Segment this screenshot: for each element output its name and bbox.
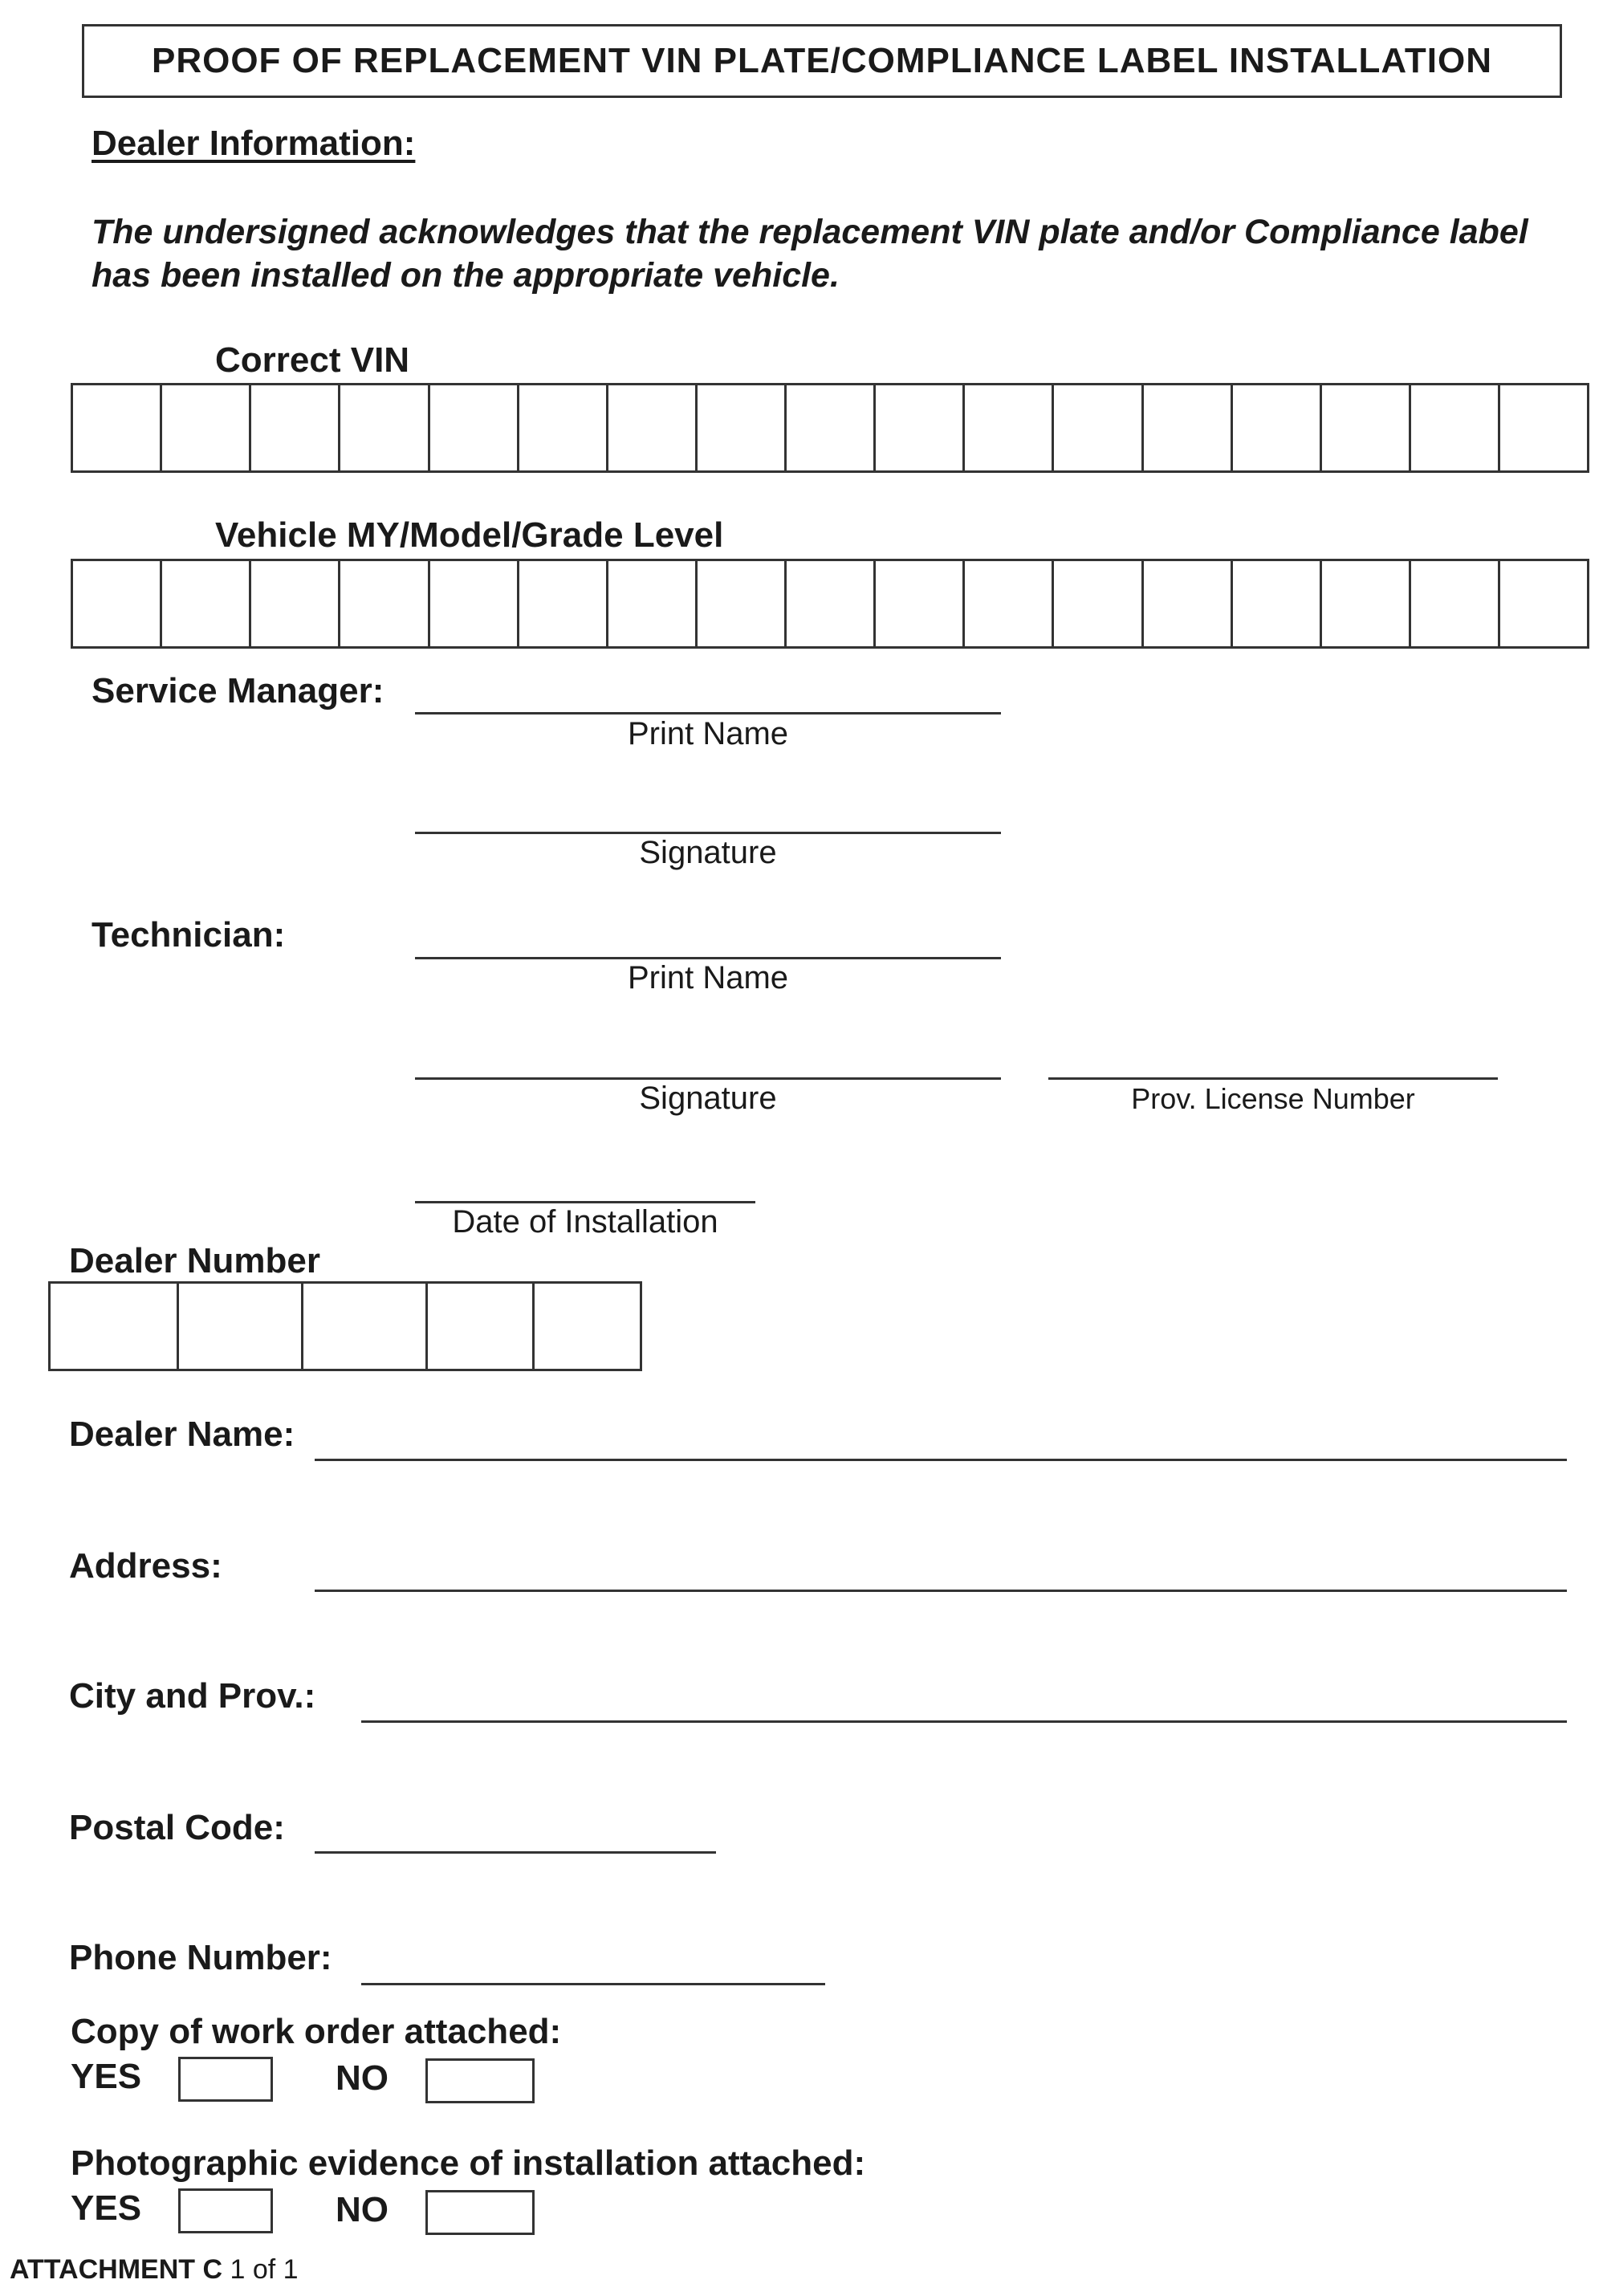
dealer-number-cell[interactable] [303,1284,428,1369]
technician-label: Technician: [92,915,286,955]
char-cell[interactable] [1054,385,1143,470]
correct-vin-label: Correct VIN [215,340,410,380]
service-manager-signature-line[interactable] [415,832,1001,834]
char-cell[interactable] [162,561,251,646]
dealer-number-cell[interactable] [51,1284,179,1369]
char-cell[interactable] [340,561,429,646]
phone-number-line[interactable] [361,1983,825,1985]
char-cell[interactable] [73,561,162,646]
technician-print-name-line[interactable] [415,957,1001,959]
char-cell[interactable] [1411,385,1500,470]
work-order-label: Copy of work order attached: [71,2012,562,2051]
char-cell[interactable] [1500,385,1587,470]
vehicle-model-grid[interactable] [71,559,1589,649]
service-manager-print-name-line[interactable] [415,712,1001,714]
dealer-name-line[interactable] [315,1459,1567,1461]
work-order-no-label: NO [336,2058,389,2098]
vehicle-model-label: Vehicle MY/Model/Grade Level [215,515,724,555]
char-cell[interactable] [1233,561,1322,646]
photo-evidence-no-label: NO [336,2190,389,2229]
char-cell[interactable] [430,385,519,470]
photo-evidence-no-checkbox[interactable] [425,2190,535,2235]
form-title: PROOF OF REPLACEMENT VIN PLATE/COMPLIANCE LABEL INSTALLATION [82,24,1562,98]
dealer-number-cell[interactable] [428,1284,535,1369]
char-cell[interactable] [1233,385,1322,470]
license-number-caption: Prov. License Number [1131,1082,1415,1115]
acknowledgement-text: The undersigned acknowledges that the replacement VIN plate and/or Compliance label has been installed on the appropriate vehicle. [92,213,1528,295]
work-order-yes-label: YES [71,2057,142,2096]
phone-number-label: Phone Number: [69,1938,332,1977]
address-line[interactable] [315,1590,1567,1592]
page-number: 1 of 1 [230,2254,299,2285]
char-cell[interactable] [1500,561,1587,646]
char-cell[interactable] [1322,561,1411,646]
dealer-number-label: Dealer Number [69,1241,321,1280]
char-cell[interactable] [608,561,698,646]
char-cell[interactable] [1144,385,1233,470]
char-cell[interactable] [251,561,340,646]
photo-evidence-yes-checkbox[interactable] [178,2188,273,2233]
char-cell[interactable] [965,385,1054,470]
dealer-number-cell[interactable] [179,1284,303,1369]
char-cell[interactable] [1322,385,1411,470]
correct-vin-grid[interactable] [71,383,1589,473]
char-cell[interactable] [698,385,787,470]
service-manager-label: Service Manager: [92,671,384,710]
char-cell[interactable] [787,561,876,646]
work-order-yes-checkbox[interactable] [178,2057,273,2102]
date-of-installation-line[interactable] [415,1201,755,1203]
char-cell[interactable] [876,385,965,470]
char-cell[interactable] [608,385,698,470]
char-cell[interactable] [162,385,251,470]
photo-evidence-yes-label: YES [71,2188,142,2228]
char-cell[interactable] [965,561,1054,646]
char-cell[interactable] [430,561,519,646]
char-cell[interactable] [1144,561,1233,646]
service-manager-signature-caption: Signature [639,835,777,870]
postal-code-label: Postal Code: [69,1808,285,1847]
dealer-number-cell[interactable] [535,1284,640,1369]
photo-evidence-label: Photographic evidence of installation attached: [71,2143,866,2183]
char-cell[interactable] [1411,561,1500,646]
dealer-info-heading: Dealer Information: [92,124,416,163]
char-cell[interactable] [251,385,340,470]
city-prov-label: City and Prov.: [69,1676,316,1716]
char-cell[interactable] [787,385,876,470]
attachment-label: ATTACHMENT C [10,2254,223,2285]
char-cell[interactable] [340,385,429,470]
char-cell[interactable] [519,385,608,470]
char-cell[interactable] [519,561,608,646]
dealer-name-label: Dealer Name: [69,1415,295,1454]
postal-code-line[interactable] [315,1851,716,1854]
technician-signature-line[interactable] [415,1077,1001,1080]
service-manager-print-name-caption: Print Name [627,716,789,751]
char-cell[interactable] [1054,561,1143,646]
date-of-installation-caption: Date of Installation [452,1204,718,1240]
work-order-no-checkbox[interactable] [425,2058,535,2103]
technician-print-name-caption: Print Name [627,960,789,995]
char-cell[interactable] [73,385,162,470]
footer [10,2254,299,2286]
city-prov-line[interactable] [361,1720,1567,1723]
license-number-line[interactable] [1048,1077,1498,1080]
dealer-number-grid[interactable] [48,1281,642,1371]
char-cell[interactable] [876,561,965,646]
address-label: Address: [69,1546,222,1586]
char-cell[interactable] [698,561,787,646]
technician-signature-caption: Signature [639,1081,777,1116]
